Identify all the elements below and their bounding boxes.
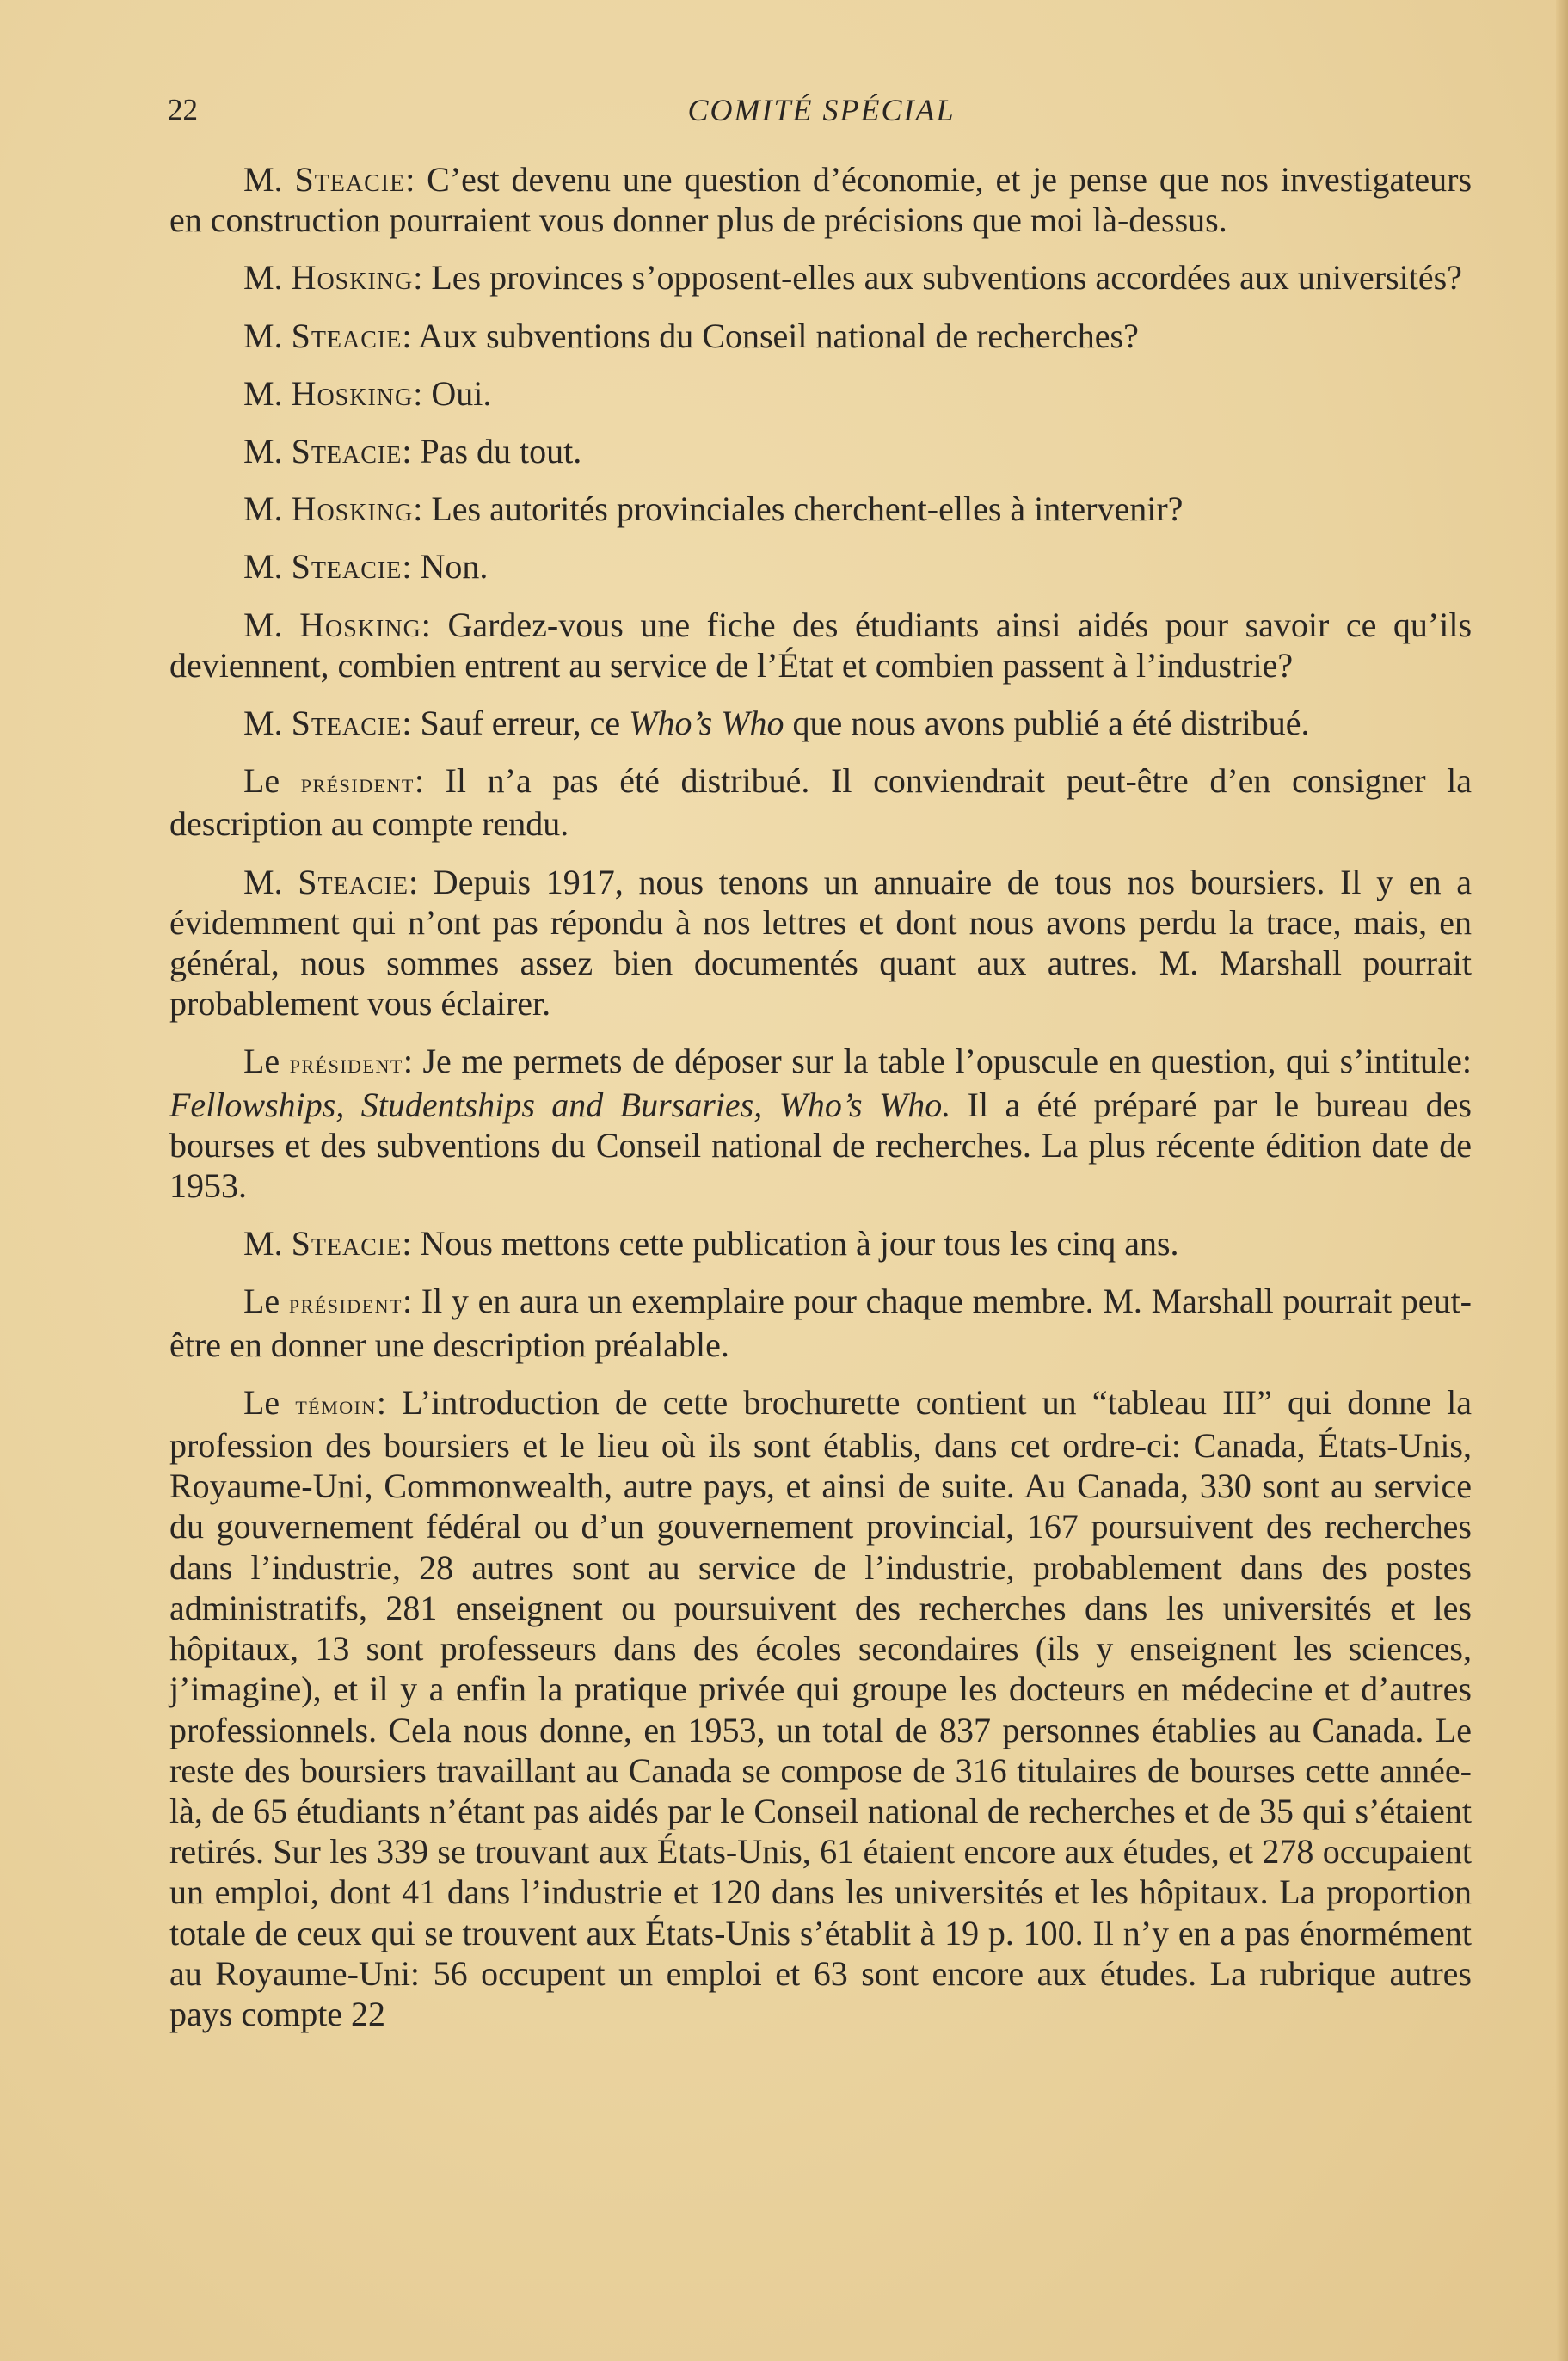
paragraph-text: : Je me permets de déposer sur la table l’opuscule en question, qui s’intitule: [403, 1042, 1472, 1081]
speaker-name: Steacie [291, 1224, 403, 1264]
speaker-name: Steacie [291, 547, 403, 587]
paragraph-text: Il a été préparé par le bureau des bourses et des subventions du Conseil national de recherches. La plus récente édition date de 1953. [169, 1085, 1472, 1206]
transcript-body [169, 159, 1472, 2053]
speaker-prefix: M. [243, 258, 283, 298]
speaker-name: Steacie [291, 432, 403, 471]
paragraph-steacie-1 [169, 159, 1472, 240]
speaker-prefix: M. [243, 160, 283, 199]
speaker-prefix: M. [243, 605, 283, 644]
paragraph-president-1 [169, 760, 1472, 844]
paragraph-text: : Nous mettons cette publication à jour tous les cinq ans. [402, 1224, 1179, 1264]
speaker-name: Steacie [294, 160, 406, 199]
italic-title: Who’s Who [629, 704, 784, 743]
paragraph-text: : Oui. [413, 373, 492, 413]
paragraph-text: : Non. [402, 547, 489, 587]
paragraph-text: : Sauf erreur, ce [402, 704, 630, 743]
speaker-prefix: M. [243, 432, 283, 471]
paragraph-steacie-7 [169, 1223, 1472, 1264]
paragraph-president-3 [169, 1281, 1472, 1364]
paragraph-hosking-1 [169, 257, 1472, 298]
speaker-name: président [289, 1048, 403, 1079]
paragraph-text: : Il y en aura un exemplaire pour chaque membre. M. Marshall pourrait peut-être en donner une description préalable. [169, 1282, 1472, 1364]
paragraph-steacie-4 [169, 546, 1472, 587]
paragraph-text: : Pas du tout. [402, 432, 582, 471]
speaker-prefix: M. [243, 489, 283, 529]
speaker-prefix: M. [243, 1224, 283, 1264]
paragraph-temoin-1 [169, 1382, 1472, 2034]
paragraph-president-2 [169, 1041, 1472, 1206]
paragraph-text: : Les provinces s’opposent-elles aux subventions accordées aux universités? [413, 258, 1462, 298]
paragraph-text: que nous avons publié a été distribué. [784, 704, 1310, 743]
speaker-prefix: M. [243, 316, 283, 355]
speaker-name: témoin [295, 1388, 377, 1420]
speaker-prefix: M. [243, 373, 283, 413]
speaker-name: Steacie [291, 316, 403, 355]
speaker-prefix: M. [243, 704, 283, 743]
speaker-prefix: Le [243, 1382, 280, 1422]
paragraph-text: : Il n’a pas été distribué. Il conviendrait peut-être d’en consigner la description au compte rendu. [169, 761, 1472, 844]
speaker-name: Hosking [291, 373, 414, 413]
paragraph-steacie-3 [169, 431, 1472, 471]
paragraph-steacie-5 [169, 703, 1472, 743]
paragraph-steacie-2 [169, 316, 1472, 356]
speaker-prefix: Le [243, 1042, 280, 1081]
speaker-prefix: M. [243, 862, 283, 901]
speaker-name: Steacie [291, 704, 403, 743]
speaker-name: président [300, 767, 415, 799]
speaker-prefix: Le [243, 1282, 280, 1321]
paragraph-text: : Gardez-vous une fiche des étudiants ainsi aidés pour savoir ce qu’ils deviennent, combien entrent au service de l’État et combien passent à l’industrie? [169, 605, 1473, 685]
page-edge [1556, 0, 1568, 2361]
paragraph-steacie-6 [169, 862, 1472, 1024]
speaker-name: Steacie [298, 862, 409, 901]
italic-title: Fellowships, Studentships and Bursaries, Who’s Who. [169, 1085, 951, 1124]
paragraph-hosking-4 [169, 605, 1472, 686]
paragraph-hosking-3 [169, 489, 1472, 529]
speaker-prefix: M. [243, 547, 283, 587]
speaker-name: Hosking [291, 489, 414, 529]
paragraph-hosking-2 [169, 373, 1472, 414]
page-number: 22 [168, 93, 198, 126]
paragraph-text: : C’est devenu une question d’économie, et je pense que nos investigateurs en construction pourraient vous donner plus de précisions que moi là-dessus. [169, 160, 1473, 240]
speaker-name: Hosking [291, 258, 414, 298]
speaker-prefix: Le [243, 761, 280, 801]
running-header [168, 89, 1475, 132]
paragraph-text: : Depuis 1917, nous tenons un annuaire de tous nos boursiers. Il y en a évidemment qui n’ont pas répondu à nos lettres et dont nous avons perdu la trace, mais, en général, nous sommes assez bien documentés quant aux autres. M. Marshall pourrait probablement vous éclairer. [169, 862, 1473, 1024]
running-title: COMITÉ SPÉCIAL [687, 93, 956, 127]
paragraph-text: : Les autorités provinciales cherchent-elles à intervenir? [413, 489, 1184, 529]
paragraph-text: : Aux subventions du Conseil national de recherches? [402, 316, 1139, 355]
speaker-name: président [288, 1288, 403, 1319]
speaker-name: Hosking [299, 605, 421, 644]
paragraph-text: : L’introduction de cette brochurette contient un “tableau III” qui donne la profession des boursiers et le lieu où ils sont établis, dans cet ordre-ci: Canada, États-Unis, Royaume-Uni, Commonwealth, autre pays, et ainsi de suite. Au Canada, 330 sont au service du gouvernement fédéral ou d’un gouvernement provincial, 167 poursuivent des recherches dans l’industrie, 28 autres sont au service de l’industrie, probablement dans des postes administratifs, 281 enseignent ou poursuivent des recherches dans les universités et les hôpitaux, 13 sont professeurs dans des écoles secondaires (ils y enseignent les sciences, j’imagine), et il y a enfin la pratique privée qui groupe les docteurs en médecine et d’autres professionnels. Cela nous donne, en 1953, un total de 837 personnes établies au Canada. Le reste des boursiers travaillant au Canada se compose de 316 titulaires de bourses cette année-là, de 65 étudiants n’étant pas aidés par le Conseil national de recherches et de 35 qui s’étaient retirés. Sur les 339 se trouvant aux États-Unis, 61 étaient encore aux études, et 278 occupaient un emploi, dont 41 dans l’industrie et 120 dans les universités et les hôpitaux. La proportion totale de ceux qui se trouvent aux États-Unis s’établit à 19 p. 100. Il n’y en a pas énormément au Royaume-Uni: 56 occupent un emploi et 63 sont encore aux études. La rubrique autres pays compte 22 [169, 1382, 1472, 2033]
